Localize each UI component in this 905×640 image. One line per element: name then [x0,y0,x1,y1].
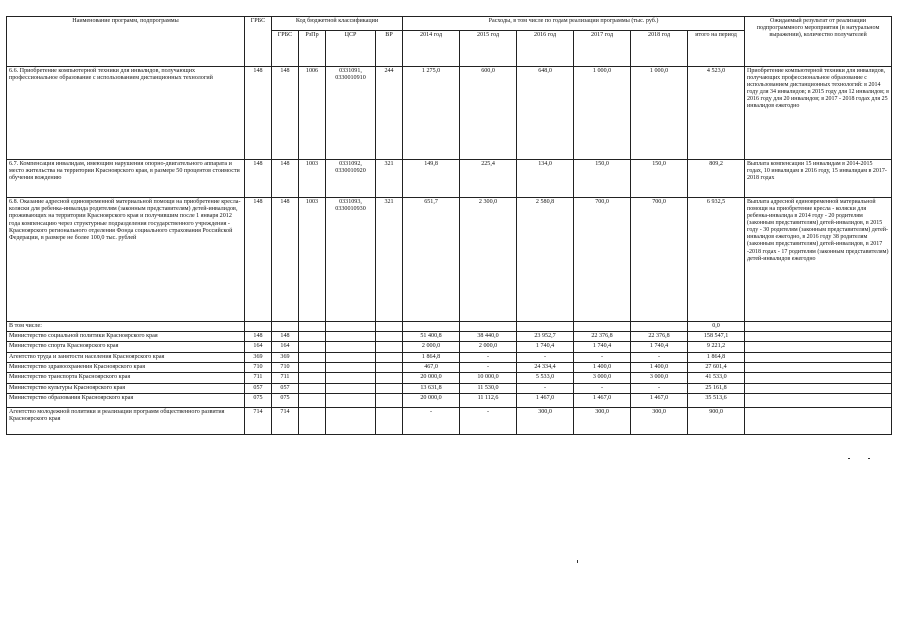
row-rzpr: 1003 [299,198,326,322]
ministry-name: Министерство культуры Красноярского края [7,383,245,393]
row-grbs-code: 148 [272,160,299,198]
header-grbs: ГРБС [245,17,272,67]
ministry-2016: 23 952,7 [517,332,574,342]
ministry-2017: - [574,352,631,362]
ministry-2017: 22 376,8 [574,332,631,342]
in-total-label: В том числе: [7,322,245,332]
row-rzpr: 1003 [299,160,326,198]
ministry-2018: 300,0 [631,408,688,435]
row-name: 6.7. Компенсация инвалидам, имеющим нарушения опорно-двигательного аппарата и место жительства на территории Красноярского края, в размере 50 процентов стоимости обучения вождению [7,160,245,198]
ministry-grbs: 714 [245,408,272,435]
ministry-total: 900,0 [688,408,745,435]
row-2016: 648,0 [517,67,574,160]
row-2018: 1 000,0 [631,67,688,160]
table-row [7,394,892,408]
row-total: 809,2 [688,160,745,198]
ministry-2014: 1 864,8 [403,352,460,362]
ministry-grbs-code: 710 [272,362,299,372]
row-2015: 2 300,0 [460,198,517,322]
table-row [7,408,892,435]
ministry-grbs-code: 164 [272,342,299,352]
ministry-grbs-code: 148 [272,332,299,342]
row-result: Выплата компенсации 15 инвалидам в 2014-2015 годах, 10 инвалидам в 2016 году, 15 инвалидам в 2017-2018 годах [745,160,892,198]
row-csr: 0331093, 0330010930 [326,198,376,322]
ministry-2015: 38 440,0 [460,332,517,342]
table-row [7,352,892,362]
in-total-value: 0,0 [688,322,745,332]
row-grbs: 148 [245,198,272,322]
row-2016: 134,0 [517,160,574,198]
header-sub-total: итого на период [688,31,745,67]
ministry-2018: 1 740,4 [631,342,688,352]
ministry-2015: 10 000,0 [460,372,517,383]
ministry-name: Министерство транспорта Красноярского края [7,372,245,383]
scan-speck [868,458,870,459]
row-result: Выплата адресной единовременной материальной помощи на приобретение кресла - коляски для ребенка-инвалида в 2014 году - 20 родителям (законным представителям) детей-инвалидов, в 2015 году - 30 родителям (законным представителям) детей-инвалидов ежегодно, в 2016 году 38 родителям (законным представителям) детей-инвалидов, в 2017 -2018 годах - 17 родителям (законным представителям) детей-инвалидов ежегодно [745,198,892,322]
scan-speck [577,560,578,563]
ministry-grbs: 710 [245,362,272,372]
ministry-total: 25 161,8 [688,383,745,393]
ministry-grbs-code: 369 [272,352,299,362]
header-sub-grbs: ГРБС [272,31,299,67]
ministry-2017: 1 400,0 [574,362,631,372]
ministry-name: Агентство труда и занятости населения Красноярского края [7,352,245,362]
ministry-name: Министерство спорта Красноярского края [7,342,245,352]
ministry-2015: 11 530,0 [460,383,517,393]
ministry-2018: 1 467,0 [631,394,688,408]
header-name: Наименование программ, подпрограммы [7,17,245,67]
row-2014: 1 275,0 [403,67,460,160]
ministry-total: 35 513,6 [688,394,745,408]
row-grbs-code: 148 [272,198,299,322]
table-row [7,383,892,393]
ministry-grbs-code: 075 [272,394,299,408]
header-sub-vr: ВР [376,31,403,67]
ministry-total: 158 547,1 [688,332,745,342]
ministry-2014: 20 000,0 [403,372,460,383]
ministry-grbs-code: 057 [272,383,299,393]
header-sub-2015: 2015 год [460,31,517,67]
table-row [7,160,892,198]
ministry-total: 41 533,0 [688,372,745,383]
header-expenses-group: Расходы, в том числе по годам реализации программы (тыс. руб.) [403,17,745,31]
header-sub-2018: 2018 год [631,31,688,67]
row-csr: 0331091, 0330010910 [326,67,376,160]
row-2015: 225,4 [460,160,517,198]
ministry-2016: - [517,352,574,362]
ministry-2017: 1 740,4 [574,342,631,352]
ministry-2014: 51 400,8 [403,332,460,342]
header-sub-rzpr: РзПр [299,31,326,67]
header-code-group: Код бюджетной классификации [272,17,403,31]
row-2017: 1 000,0 [574,67,631,160]
ministry-grbs-code: 714 [272,408,299,435]
ministry-grbs: 057 [245,383,272,393]
ministry-2018: 1 400,0 [631,362,688,372]
ministry-2018: - [631,383,688,393]
row-name: 6.8. Оказание адресной единовременной материальной помощи на приобретение кресла-коляски для ребенка-инвалида родителям (законным представителям) детей-инвалидов, проживающих на территории Красноярского края и получившим после 1 января 2012 года компенсацию через структурные подразделения государственного учреждения - Красноярского регионального отделения Фонда социального страхования Российской Федерации, в размере не более 100,0 тыс. рублей [7,198,245,322]
header-sub-csr: ЦСР [326,31,376,67]
ministry-2014: 13 631,8 [403,383,460,393]
ministry-name: Агентство молодежной политики и реализации программ общественного развития Красноярского края [7,408,245,435]
ministry-grbs: 711 [245,372,272,383]
row-result: Приобретение компьютерной техники для инвалидов, получающих профессиональное образование с использованием дистанционных технологий: в 2014 году для 34 инвалидов; в 2015 году для 12 инвалидов; в 2016 году для 20 инвалидов; в 2017 - 2018 годах для 25 инвалидов ежегодно [745,67,892,160]
row-csr: 0331092, 0330010920 [326,160,376,198]
ministry-grbs: 369 [245,352,272,362]
table-row-in-total [7,322,892,332]
table-row [7,372,892,383]
row-2017: 700,0 [574,198,631,322]
table-row [7,362,892,372]
ministry-2018: 3 000,0 [631,372,688,383]
ministry-2018: 22 376,8 [631,332,688,342]
ministry-grbs: 075 [245,394,272,408]
ministry-grbs: 148 [245,332,272,342]
ministry-2014: 467,0 [403,362,460,372]
header-sub-2014: 2014 год [403,31,460,67]
row-name: 6.6. Приобретение компьютерной техники для инвалидов, получающих профессиональное образование с использованием дистанционных технологий [7,67,245,160]
header-result: Ожидаемый результат от реализации подпрограммного мероприятия (в натуральном выражении), количество получателей [745,17,892,67]
row-2016: 2 580,8 [517,198,574,322]
row-grbs: 148 [245,160,272,198]
scan-speck [848,458,850,459]
row-vr: 321 [376,160,403,198]
row-grbs: 148 [245,67,272,160]
ministry-2015: - [460,362,517,372]
ministry-name: Министерство социальной политики Красноярского края [7,332,245,342]
ministry-2017: - [574,383,631,393]
ministry-2016: 24 334,4 [517,362,574,372]
row-2014: 149,8 [403,160,460,198]
row-2014: 651,7 [403,198,460,322]
row-2015: 600,0 [460,67,517,160]
ministry-2015: - [460,408,517,435]
table-row [7,332,892,342]
row-2018: 700,0 [631,198,688,322]
ministry-2014: 2 000,0 [403,342,460,352]
row-2017: 150,0 [574,160,631,198]
ministry-total: 9 221,2 [688,342,745,352]
ministry-total: 1 864,8 [688,352,745,362]
row-2018: 150,0 [631,160,688,198]
ministry-grbs-code: 711 [272,372,299,383]
row-rzpr: 1006 [299,67,326,160]
ministry-2015: - [460,352,517,362]
ministry-2016: 300,0 [517,408,574,435]
ministry-2016: - [517,383,574,393]
ministry-2014: 20 000,0 [403,394,460,408]
table-row [7,342,892,352]
ministry-2014: - [403,408,460,435]
row-vr: 321 [376,198,403,322]
program-table [6,16,892,435]
row-grbs-code: 148 [272,67,299,160]
ministry-2016: 5 533,0 [517,372,574,383]
header-sub-2017: 2017 год [574,31,631,67]
ministry-2017: 300,0 [574,408,631,435]
ministry-2017: 3 000,0 [574,372,631,383]
ministry-2016: 1 467,0 [517,394,574,408]
header-sub-2016: 2016 год [517,31,574,67]
ministry-name: Министерство здравоохранения Красноярского края [7,362,245,372]
row-total: 6 932,5 [688,198,745,322]
ministry-2015: 11 112,6 [460,394,517,408]
ministry-2018: - [631,352,688,362]
ministry-total: 27 601,4 [688,362,745,372]
table-row [7,198,892,322]
ministry-2016: 1 740,4 [517,342,574,352]
row-total: 4 523,0 [688,67,745,160]
row-vr: 244 [376,67,403,160]
ministry-grbs: 164 [245,342,272,352]
ministry-name: Министерство образования Красноярского края [7,394,245,408]
ministry-2017: 1 467,0 [574,394,631,408]
ministry-2015: 2 000,0 [460,342,517,352]
table-row [7,67,892,160]
